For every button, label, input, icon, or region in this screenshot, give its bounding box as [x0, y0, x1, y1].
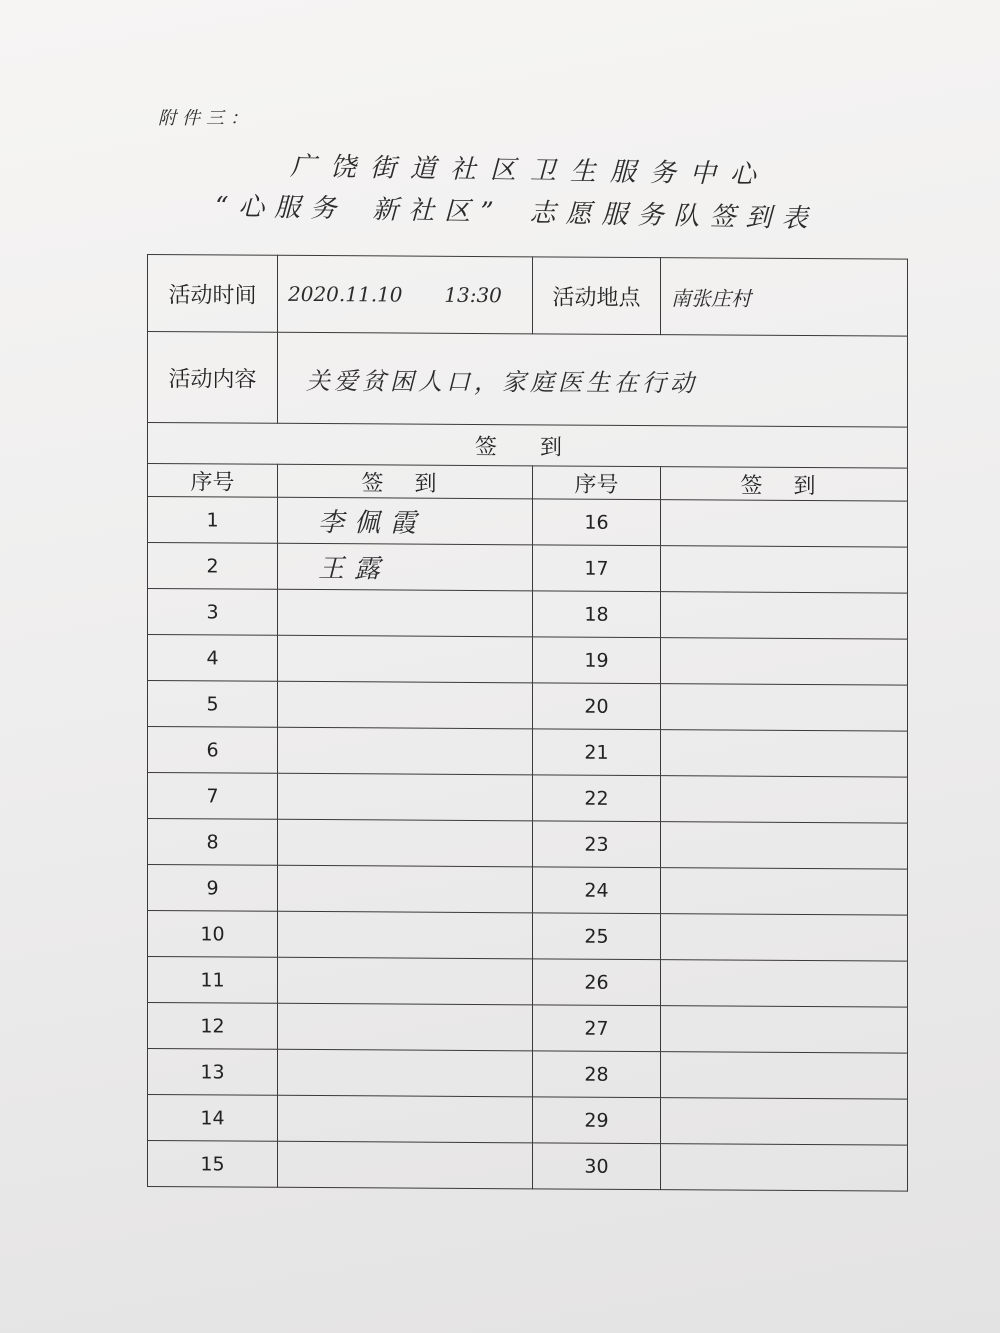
title-line2-part-b: 新社区” — [371, 194, 504, 228]
signature-cell-left[interactable] — [278, 911, 533, 959]
signature-cell-right[interactable] — [661, 1144, 908, 1192]
row-number-right: 16 — [533, 499, 661, 546]
signature-cell-right[interactable] — [661, 868, 908, 916]
table-row — [148, 1141, 908, 1192]
activity-place-value[interactable] — [661, 258, 908, 337]
sign-section-header: 签 到 — [148, 423, 908, 469]
signature-cell-right[interactable] — [661, 914, 908, 962]
activity-time-label: 活动时间 — [148, 255, 278, 333]
signature-cell-right[interactable] — [661, 1098, 908, 1146]
signature-cell-right[interactable] — [661, 546, 908, 594]
signature-cell-left[interactable] — [278, 635, 533, 683]
table-row — [148, 543, 908, 594]
row-number-right: 26 — [533, 959, 661, 1006]
signature-cell-right[interactable] — [661, 1006, 908, 1054]
signature-cell-right[interactable] — [661, 960, 908, 1008]
activity-place-text: 南张庄村 — [671, 285, 751, 311]
row-number-left: 10 — [148, 911, 278, 958]
signature-text: 李佩霞 — [318, 508, 427, 539]
signature-cell-left[interactable] — [278, 543, 533, 591]
table-row — [148, 589, 908, 640]
row-number-left: 4 — [148, 635, 278, 682]
activity-place-label: 活动地点 — [533, 257, 661, 335]
row-number-right: 18 — [533, 591, 661, 638]
table-row — [148, 497, 908, 548]
document-title-line2 — [215, 186, 818, 236]
row-number-left: 11 — [148, 957, 278, 1004]
row-number-left: 15 — [148, 1141, 278, 1188]
row-number-right: 27 — [533, 1005, 661, 1052]
signature-cell-right[interactable] — [661, 500, 908, 548]
activity-time-place-row — [148, 255, 908, 337]
row-number-left: 6 — [148, 727, 278, 774]
sign-in-form — [147, 254, 907, 1192]
signature-cell-left[interactable] — [278, 589, 533, 637]
table-row — [148, 819, 908, 870]
activity-content-text: 关爱贫困人口，家庭医生在行动 — [306, 366, 698, 397]
signature-cell-left[interactable] — [278, 497, 533, 545]
sign-section-row — [148, 423, 908, 469]
signature-cell-left[interactable] — [278, 865, 533, 913]
title-line2-part-a: “心服务 — [214, 191, 347, 225]
activity-content-row — [148, 332, 908, 428]
activity-time-value[interactable] — [278, 255, 533, 334]
signature-cell-left[interactable] — [278, 773, 533, 821]
col-header-no-right: 序号 — [533, 466, 661, 500]
row-number-right: 23 — [533, 821, 661, 868]
signature-cell-right[interactable] — [661, 822, 908, 870]
signature-cell-left[interactable] — [278, 1003, 533, 1051]
signature-cell-right[interactable] — [661, 1052, 908, 1100]
col-header-no-left: 序号 — [148, 464, 278, 498]
signature-cell-right[interactable] — [661, 684, 908, 732]
signature-cell-left[interactable] — [278, 681, 533, 729]
activity-content-value[interactable] — [278, 332, 908, 427]
column-header-row — [148, 464, 908, 502]
row-number-right: 29 — [533, 1097, 661, 1144]
row-number-left: 3 — [148, 589, 278, 636]
row-number-left: 1 — [148, 497, 278, 544]
row-number-left: 12 — [148, 1003, 278, 1050]
table-row — [148, 865, 908, 916]
row-number-left: 7 — [148, 773, 278, 820]
row-number-right: 25 — [533, 913, 661, 960]
sign-in-table — [147, 254, 908, 1192]
title-line2-part-c: 志愿服务队签到表 — [529, 198, 818, 235]
table-row — [148, 635, 908, 686]
row-number-left: 13 — [148, 1049, 278, 1096]
row-number-right: 28 — [533, 1051, 661, 1098]
table-row — [148, 727, 908, 778]
row-number-right: 22 — [533, 775, 661, 822]
table-row — [148, 681, 908, 732]
signature-cell-left[interactable] — [278, 819, 533, 867]
row-number-left: 2 — [148, 543, 278, 590]
row-number-right: 20 — [533, 683, 661, 730]
signature-cell-left[interactable] — [278, 1049, 533, 1097]
table-row — [148, 957, 908, 1008]
col-header-sign-right: 签 到 — [661, 467, 908, 502]
signature-cell-right[interactable] — [661, 592, 908, 640]
table-row — [148, 1095, 908, 1146]
activity-date: 2020.11.10 — [288, 281, 403, 307]
signature-cell-left[interactable] — [278, 1141, 533, 1189]
table-row — [148, 1003, 908, 1054]
row-number-left: 9 — [148, 865, 278, 912]
signature-cell-left[interactable] — [278, 957, 533, 1005]
signature-text: 王露 — [318, 554, 391, 585]
signature-cell-left[interactable] — [278, 727, 533, 775]
signature-cell-left[interactable] — [278, 1095, 533, 1143]
activity-content-label: 活动内容 — [148, 332, 278, 424]
col-header-sign-left: 签 到 — [278, 464, 533, 499]
table-row — [148, 911, 908, 962]
attachment-label: 附件三： — [158, 108, 254, 129]
signature-cell-right[interactable] — [661, 776, 908, 824]
row-number-right: 30 — [533, 1143, 661, 1190]
row-number-right: 17 — [533, 545, 661, 592]
row-number-left: 14 — [148, 1095, 278, 1142]
row-number-left: 8 — [148, 819, 278, 866]
signature-cell-right[interactable] — [661, 638, 908, 686]
row-number-right: 24 — [533, 867, 661, 914]
signature-cell-right[interactable] — [661, 730, 908, 778]
activity-clock: 13:30 — [444, 282, 502, 308]
document-title-line1: 广饶街道社区卫生服务中心 — [289, 151, 771, 191]
row-number-right: 19 — [533, 637, 661, 684]
row-number-left: 5 — [148, 681, 278, 728]
row-number-right: 21 — [533, 729, 661, 776]
table-row — [148, 773, 908, 824]
table-row — [148, 1049, 908, 1100]
